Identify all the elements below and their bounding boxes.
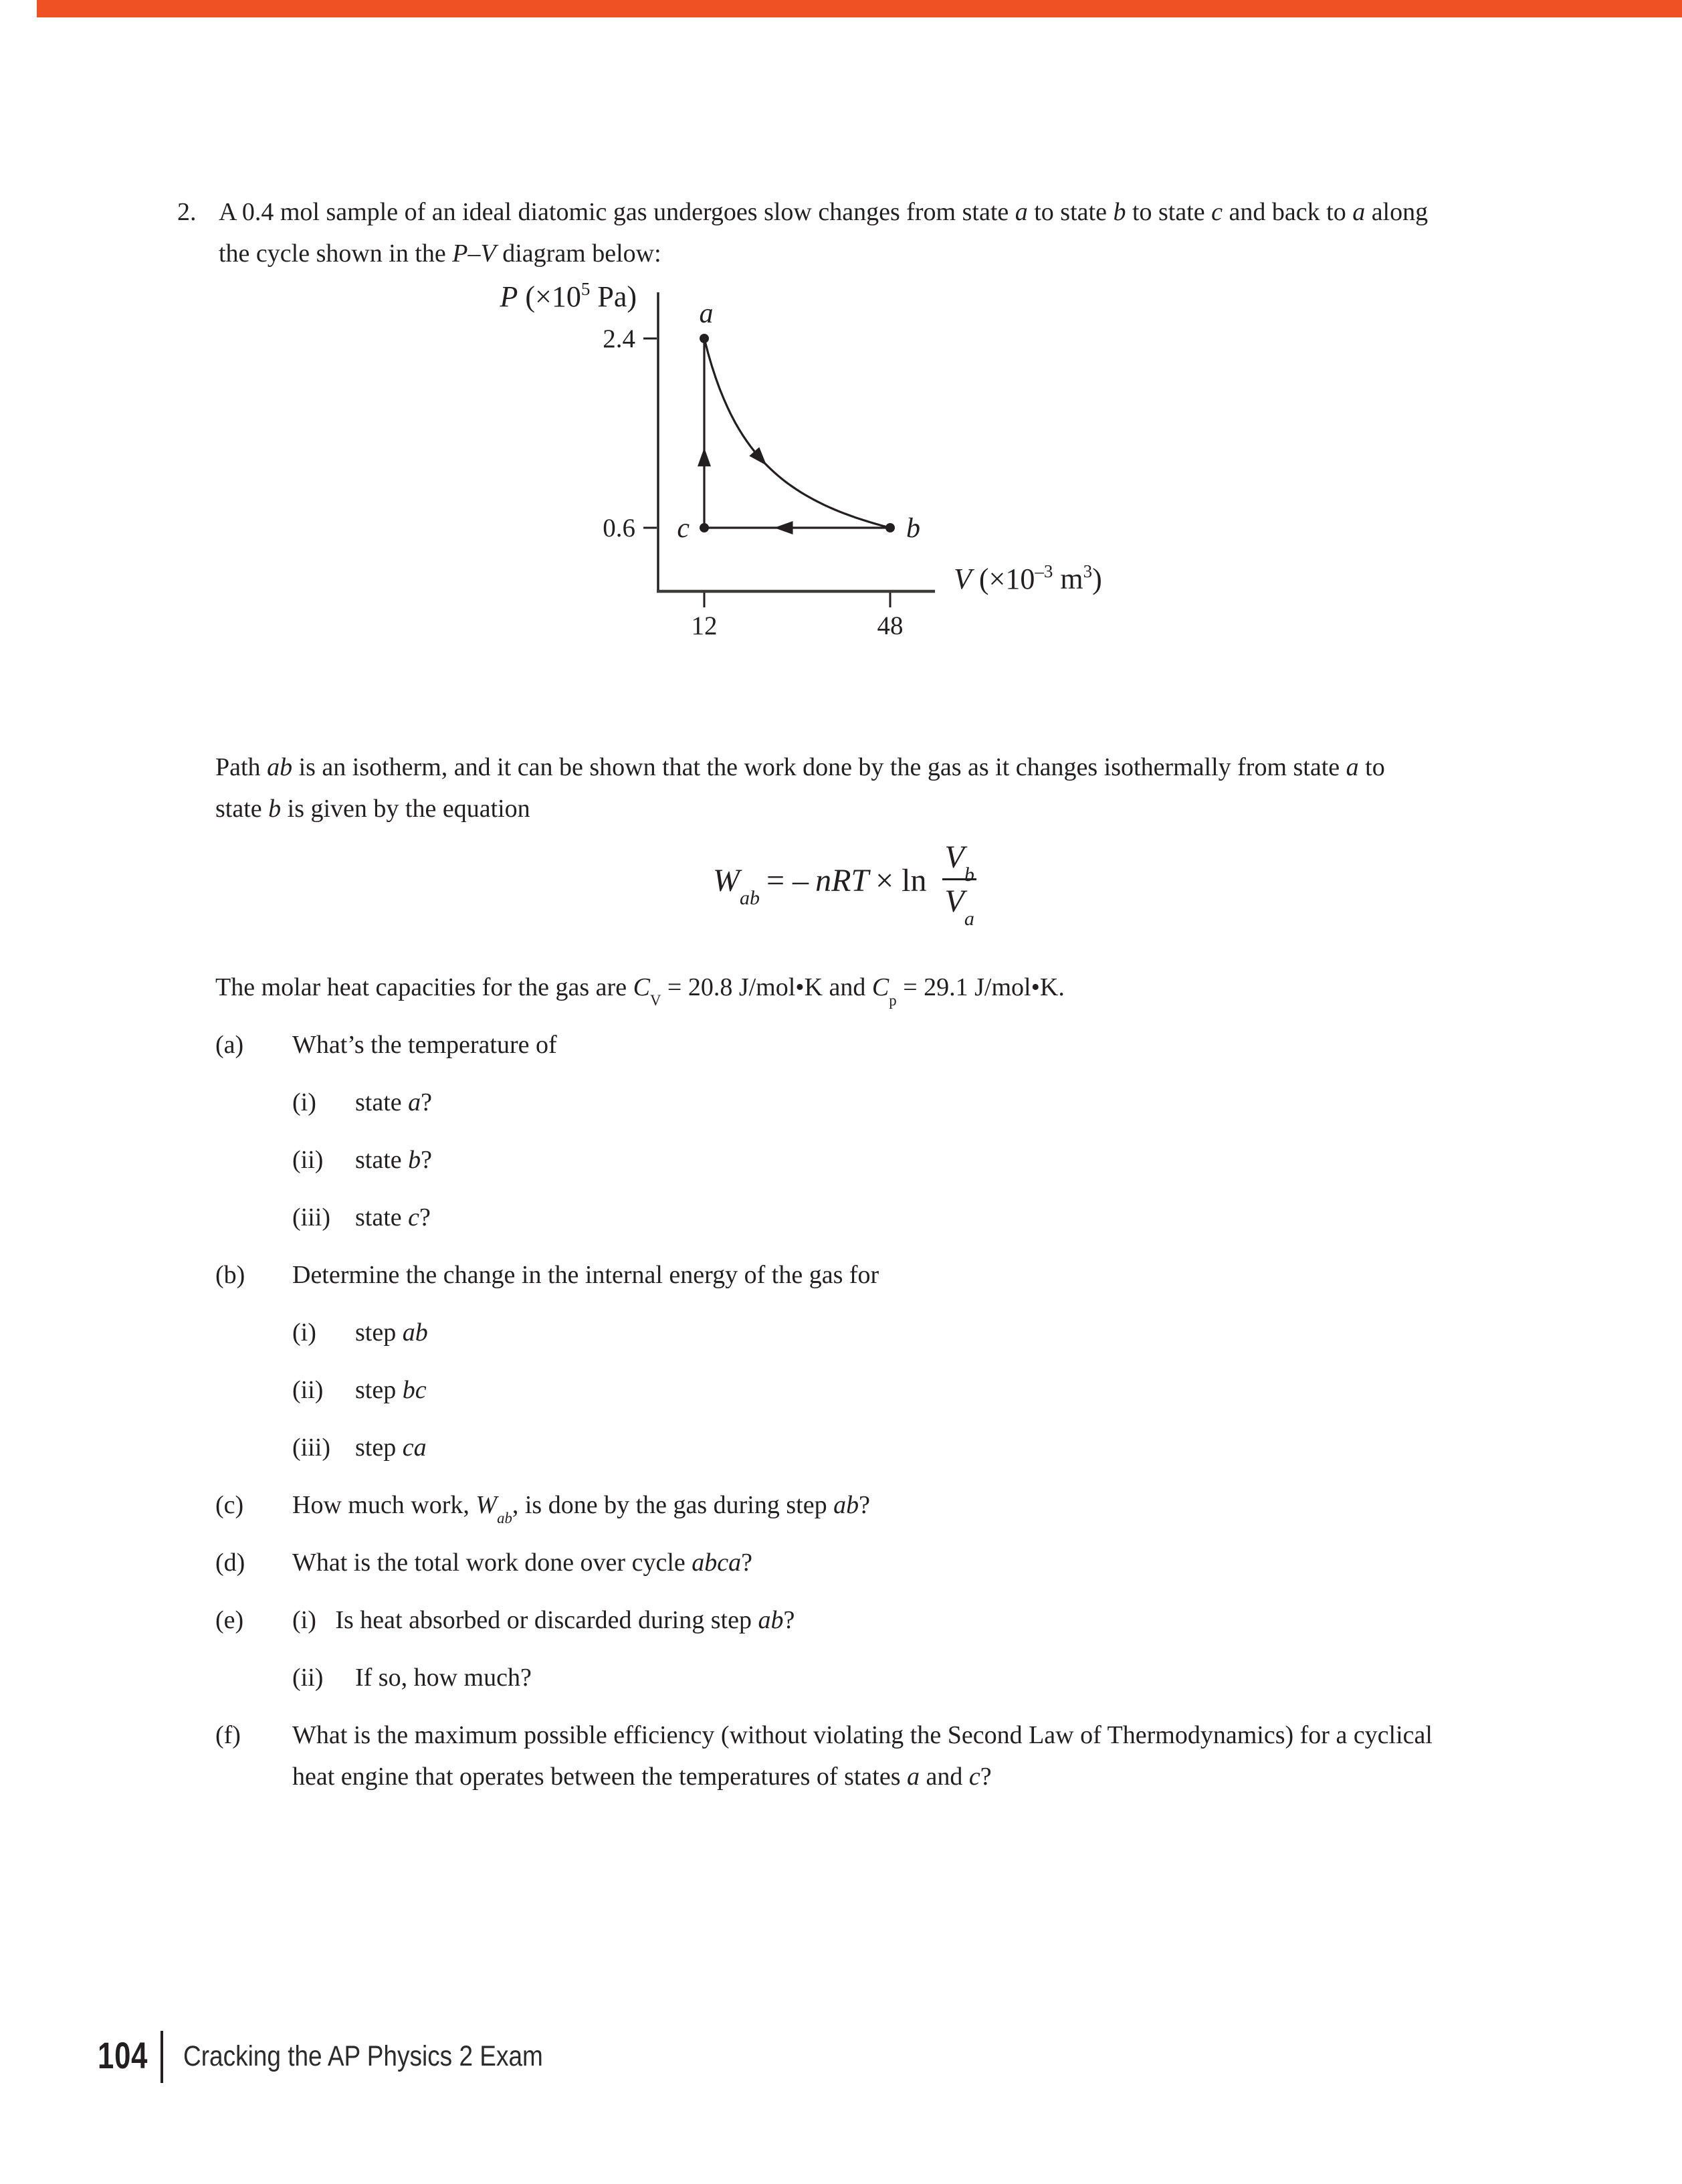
item-text: What is the maximum possible efficiency (without violating the Second Law of Thermodynamics) for a cyclical heat engine that operates between the temperatures of states a and c?	[292, 1721, 1433, 1791]
pv-diagram	[435, 268, 1170, 656]
item-label: (ii)	[292, 1376, 324, 1404]
item-text: If so, how much?	[355, 1664, 532, 1692]
fraction-denominator: $V_a$	[944, 883, 974, 930]
state-point-label-b: b	[906, 513, 920, 544]
chapter-tab-bar	[37, 0, 1682, 17]
question-row-5	[215, 1254, 1593, 1296]
y-tick-label-2.4: 2.4	[603, 324, 635, 353]
question-row-8	[215, 1427, 1593, 1468]
question-row-7	[215, 1369, 1593, 1411]
problem-statement	[177, 191, 1596, 274]
pressure-axis-label: P ($\times 10^5$ Pa)	[500, 279, 637, 313]
y-tick-label-0.6: 0.6	[603, 514, 635, 542]
work-equation	[713, 836, 976, 930]
question-row-12	[215, 1657, 1593, 1698]
fraction-numerator: $V_b$	[942, 839, 976, 880]
item-label: (e)	[215, 1606, 244, 1634]
question-row-4	[215, 1197, 1593, 1238]
item-text: step bc	[355, 1376, 427, 1404]
item-label: (i)	[292, 1318, 316, 1347]
state-point-b	[885, 523, 895, 532]
item-label: (i)	[292, 1088, 316, 1116]
item-label: (ii)	[292, 1664, 324, 1692]
volume-axis-label: V ($\times 10^{-3}$ $m^3$)	[954, 561, 1102, 595]
question-row-10	[215, 1542, 1593, 1583]
item-text: step ab	[355, 1318, 428, 1347]
question-row-2	[215, 1082, 1593, 1123]
item-text: What’s the temperature of	[292, 1031, 557, 1059]
isotherm-curve-ab	[704, 338, 890, 528]
state-point-label-a: a	[699, 298, 714, 329]
item-text: state c?	[355, 1203, 431, 1231]
x-tick-label-48: 48	[877, 611, 904, 640]
item-text: (i) Is heat absorbed or discarded during step ab?	[292, 1606, 795, 1634]
state-point-label-c: c	[677, 513, 690, 544]
question-row-6	[215, 1312, 1593, 1353]
item-label: (c)	[215, 1491, 244, 1519]
question-row-0	[215, 967, 1593, 1008]
question-list	[215, 967, 1593, 1813]
volume-ratio-fraction	[942, 839, 976, 930]
item-text: state a?	[355, 1088, 433, 1116]
item-label: (a)	[215, 1031, 244, 1059]
item-text: What is the total work done over cycle abca?	[292, 1549, 752, 1577]
item-label: (ii)	[292, 1146, 324, 1174]
item-text: The molar heat capacities for the gas are $C_V = 20.8$ J/mol•K and $C_p = 29.1$ J/mol•K.	[215, 973, 1065, 1009]
item-label: (iii)	[292, 1203, 330, 1231]
x-tick-label-12: 12	[691, 611, 718, 640]
book-title: Cracking the AP Physics 2 Exam	[183, 2040, 543, 2072]
arrow-ca	[698, 448, 711, 466]
problem-number: 2.	[177, 198, 197, 226]
item-text: How much work, $W_{ab}$, is done by the gas during step ab?	[292, 1491, 870, 1527]
item-label: (b)	[215, 1261, 245, 1289]
item-label: (d)	[215, 1549, 245, 1577]
question-row-11	[215, 1599, 1593, 1641]
work-equation-lhs: $W_{ab}$ = – nRT × ln	[713, 862, 927, 909]
item-text: Determine the change in the internal energy of the gas for	[292, 1261, 879, 1289]
item-label: (f)	[215, 1721, 241, 1749]
footer-divider	[161, 2031, 163, 2083]
question-row-1	[215, 1024, 1593, 1066]
question-row-9	[215, 1484, 1593, 1526]
state-point-c	[700, 523, 709, 532]
item-text: step ca	[355, 1433, 427, 1462]
state-point-a	[700, 334, 709, 343]
arrow-bc	[774, 521, 793, 534]
page-number: 104	[98, 2034, 148, 2076]
problem-text: A 0.4 mol sample of an ideal diatomic gas undergoes slow changes from state a to state b to state c and back to a along the cycle shown in the P–V diagram below:	[219, 198, 1429, 268]
question-row-3	[215, 1139, 1593, 1181]
item-text: state b?	[355, 1146, 433, 1174]
item-label: (iii)	[292, 1433, 330, 1462]
question-row-13	[215, 1714, 1593, 1797]
isotherm-paragraph: Path ab is an isotherm, and it can be shown that the work done by the gas as it changes isothermally from state a to state b is given by the equation	[215, 753, 1385, 823]
